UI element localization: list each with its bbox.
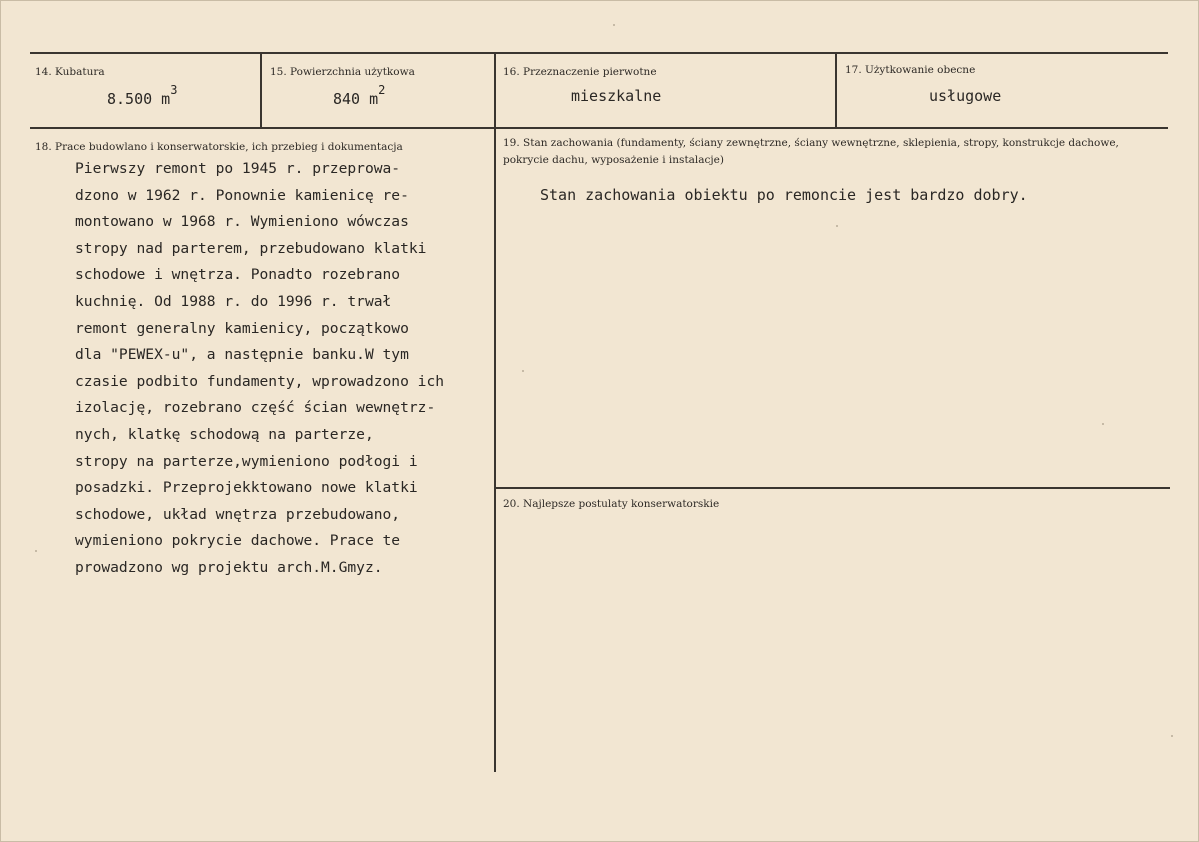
prace-line: schodowe i wnętrza. Ponadto rozebrano [75,266,401,284]
powierzchnia-number: 840 m [333,90,379,108]
col-divider-2 [494,52,496,772]
kubatura-number: 8.500 m [107,90,171,108]
prace-line: dzono w 1962 r. Ponownie kamienicę re- [75,186,409,204]
stan-value: Stan zachowania obiektu po remoncie jest bardzo dobry. [540,186,1028,204]
prace-line: remont generalny kamienicy, początkowo [75,319,409,337]
prace-line: czasie podbito fundamenty, wprowadzono ich [75,372,445,390]
kubatura-label: 14. Kubatura [35,66,105,78]
kubatura-value [107,83,178,108]
prace-line: nych, klatkę schodową na parterze, [75,425,374,443]
przeznaczenie-value: mieszkalne [571,87,662,105]
paper-speck [35,550,37,552]
powierzchnia-label: 15. Powierzchnia użytkowa [270,66,415,78]
prace-line: schodowe, układ wnętrza przebudowano, [75,505,401,523]
prace-label: 18. Prace budowlano i konserwatorskie, ich przebieg i dokumentacja [35,141,403,153]
row1-bottom-rule [30,127,1168,129]
top-rule [30,52,1168,54]
prace-text [75,156,444,582]
prace-line: kuchnię. Od 1988 r. do 1996 r. trwał [75,292,392,310]
powierzchnia-value [333,83,386,108]
uzytkowanie-label: 17. Użytkowanie obecne [845,64,976,76]
col-divider-3 [835,52,837,129]
prace-line: montowano w 1968 r. Wymieniono wówczas [75,213,409,231]
paper-speck [613,24,615,26]
uzytkowanie-value: usługowe [929,87,1002,105]
prace-line: Pierwszy remont po 1945 r. przeprowa- [75,160,401,177]
section20-top-rule [496,487,1170,489]
prace-line: dla "PEWEX-u", a następnie banku.W tym [75,346,409,364]
powierzchnia-exponent: 2 [378,83,386,97]
paper-speck [836,225,838,227]
prace-line: stropy nad parterem, przebudowano klatki [75,239,427,257]
prace-line: posadzki. Przeprojekktowano nowe klatki [75,479,418,497]
paper-speck [1171,735,1173,737]
kubatura-exponent: 3 [170,83,178,97]
prace-line: izolację, rozebrano część ścian wewnętrz- [75,399,436,417]
prace-line: prowadzono wg projektu arch.M.Gmyz. [75,558,383,576]
paper-speck [522,370,524,372]
prace-line: stropy na parterze,wymieniono podłogi i [75,452,418,470]
przeznaczenie-label: 16. Przeznaczenie pierwotne [503,66,657,78]
prace-line: wymieniono pokrycie dachowe. Prace te [75,532,401,550]
paper-speck [1102,423,1104,425]
stan-label: 19. Stan zachowania (fundamenty, ściany zewnętrzne, ściany wewnętrzne, sklepienia, stropy, konstrukcje dachowe, pokrycie dachu, wyposażenie i instalacje) [503,137,1119,166]
col-divider-1 [260,52,262,129]
postulaty-label: 20. Najlepsze postulaty konserwatorskie [503,498,720,510]
